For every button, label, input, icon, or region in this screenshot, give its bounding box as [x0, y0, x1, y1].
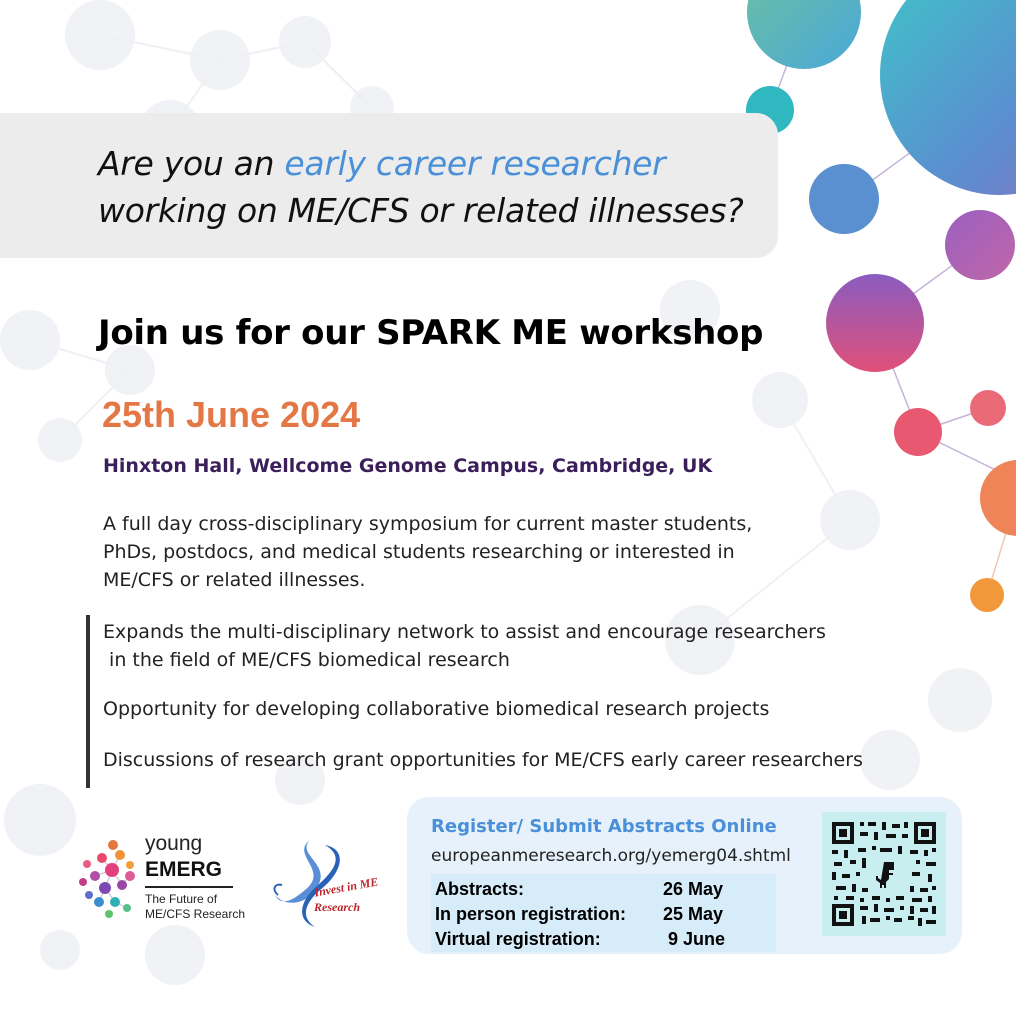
description-line: A full day cross-disciplinary symposium for current master students, — [103, 513, 753, 535]
deadline-date: 9 June — [663, 929, 726, 949]
workshop-headline: Join us for our SPARK ME workshop — [98, 313, 764, 353]
deadline-date: 26 May — [663, 879, 724, 899]
question-line-2: working on ME/CFS or related illnesses? — [98, 191, 744, 230]
point-grants: Discussions of research grant opportunities for ME/CFS early career researchers — [103, 749, 863, 771]
deadline-label: In person registration: — [435, 904, 627, 924]
question-line-1 — [98, 144, 665, 183]
register-title: Register/ Submit Abstracts Online — [431, 816, 777, 837]
deadline-label: Abstracts: — [435, 879, 525, 899]
description-line: PhDs, postdocs, and medical students researching or interested in — [103, 541, 735, 563]
question-prefix: Are you an — [98, 144, 285, 183]
emerg-young-text: young — [145, 832, 203, 855]
points-divider — [86, 615, 90, 788]
deadline-date: 25 May — [663, 904, 724, 924]
qr-code-graphic — [822, 812, 946, 936]
description-line: ME/CFS or related illnesses. — [103, 569, 366, 591]
emerg-tagline-line: ME/CFS Research — [145, 907, 246, 921]
deadline-label: Virtual registration: — [435, 929, 601, 949]
deadline-row — [435, 879, 724, 900]
point-collaboration: Opportunity for developing collaborative biomedical research projects — [103, 698, 770, 720]
invest-logo-line2: Research — [314, 900, 360, 914]
event-date: 25th June 2024 — [102, 394, 361, 435]
point-text: Expands the multi-disciplinary network to assist and encourage researchers — [103, 621, 826, 643]
deadline-row — [435, 904, 724, 925]
emerg-name-text: EMERG — [145, 858, 223, 881]
invest-logo-line1: Invest in ME — [313, 874, 380, 900]
event-venue: Hinxton Hall, Wellcome Genome Campus, Cambridge, UK — [103, 455, 713, 477]
register-url-link[interactable]: europeanmeresearch.org/yemerg04.shtml — [431, 846, 791, 866]
deadline-row — [435, 929, 726, 950]
emerg-tagline — [145, 892, 245, 922]
emerg-divider — [145, 886, 233, 888]
qr-code-icon[interactable] — [822, 812, 946, 936]
emerg-tagline-line: The Future of — [145, 892, 218, 906]
point-network — [103, 618, 826, 674]
question-banner — [0, 113, 778, 258]
point-text: in the field of ME/CFS biomedical research — [103, 649, 510, 671]
question-highlight: early career researcher — [284, 144, 666, 183]
deadlines-table — [431, 874, 776, 952]
event-description — [103, 510, 823, 594]
